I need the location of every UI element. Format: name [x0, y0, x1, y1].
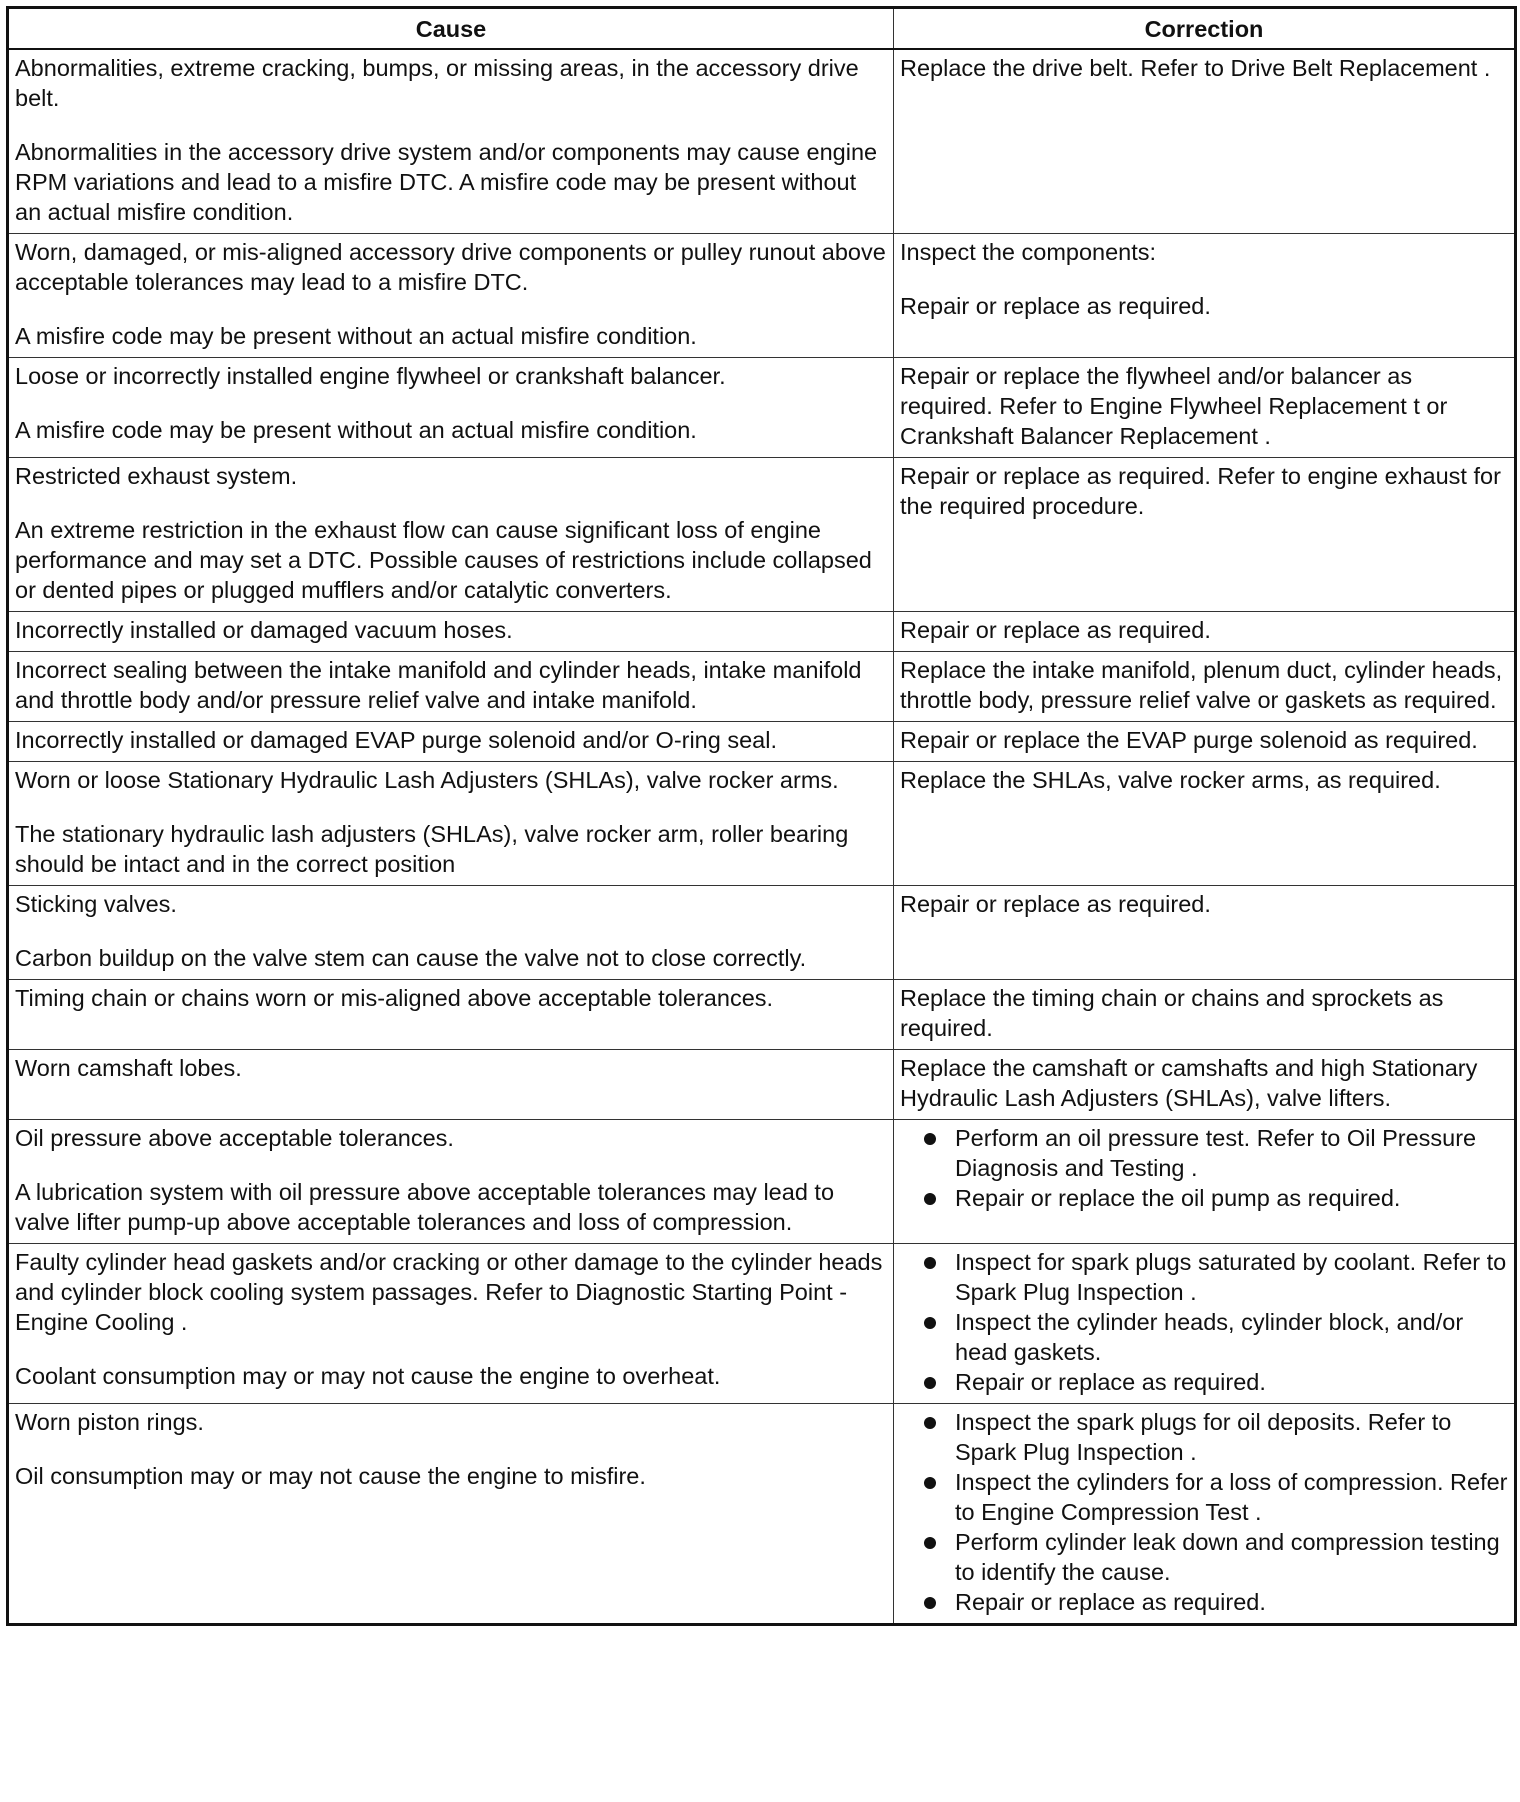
correction-cell — [894, 49, 1516, 234]
table-body — [8, 49, 1516, 1625]
correction-bullet-item — [900, 1123, 1508, 1183]
correction-paragraph: Replace the drive belt. Refer to Drive Belt Replacement . — [900, 55, 1491, 81]
bullet-dot-icon — [924, 1193, 936, 1205]
correction-cell — [894, 1404, 1516, 1625]
correction-cell — [894, 1050, 1516, 1120]
correction-paragraph: Inspect the components: — [900, 239, 1157, 265]
cause-paragraph: Restricted exhaust system. — [15, 463, 298, 489]
correction-paragraph: Replace the timing chain or chains and sprockets as required. — [900, 985, 1444, 1041]
bullet-dot-icon — [924, 1133, 936, 1145]
cause-cell — [8, 980, 894, 1050]
correction-paragraph: Repair or replace as required. — [900, 293, 1211, 319]
cause-paragraph: Loose or incorrectly installed engine flywheel or crankshaft balancer. — [15, 363, 726, 389]
cause-paragraph: The stationary hydraulic lash adjusters (SHLAs), valve rocker arm, roller bearing should be intact and in the correct position — [15, 821, 849, 877]
cause-paragraph: A misfire code may be present without an actual misfire condition. — [15, 417, 697, 443]
cause-cell — [8, 358, 894, 458]
correction-bullet-item — [900, 1587, 1508, 1617]
cause-paragraph: Oil pressure above acceptable tolerances. — [15, 1125, 454, 1151]
cause-paragraph: Worn camshaft lobes. — [15, 1055, 242, 1081]
correction-bullet-item — [900, 1527, 1508, 1587]
correction-cell — [894, 980, 1516, 1050]
cause-cell — [8, 612, 894, 652]
table-row — [8, 49, 1516, 234]
correction-bullet-item — [900, 1467, 1508, 1527]
cause-column-header: Cause — [8, 8, 894, 50]
cause-paragraph: Worn, damaged, or mis-aligned accessory drive components or pulley runout above acceptable tolerances may lead to a misfire DTC. — [15, 239, 886, 295]
correction-cell — [894, 458, 1516, 612]
bullet-dot-icon — [924, 1377, 936, 1389]
table-row — [8, 1404, 1516, 1625]
bullet-dot-icon — [924, 1597, 936, 1609]
correction-cell — [894, 612, 1516, 652]
bullet-text: Inspect the spark plugs for oil deposits. Refer to Spark Plug Inspection . — [955, 1409, 1452, 1465]
cause-cell — [8, 1244, 894, 1404]
cause-paragraph: A lubrication system with oil pressure above acceptable tolerances may lead to valve lifter pump-up above acceptable tolerances and loss of compression. — [15, 1179, 835, 1235]
cause-paragraph: Sticking valves. — [15, 891, 177, 917]
table-row — [8, 234, 1516, 358]
cause-cell — [8, 234, 894, 358]
cause-cell — [8, 1404, 894, 1625]
correction-paragraph: Replace the camshaft or camshafts and high Stationary Hydraulic Lash Adjusters (SHLAs), valve lifters. — [900, 1055, 1478, 1111]
cause-cell — [8, 762, 894, 886]
correction-bullet-item — [900, 1307, 1508, 1367]
table-row — [8, 886, 1516, 980]
correction-cell — [894, 358, 1516, 458]
correction-cell — [894, 762, 1516, 886]
correction-paragraph: Repair or replace as required. — [900, 617, 1211, 643]
table-row — [8, 980, 1516, 1050]
bullet-dot-icon — [924, 1537, 936, 1549]
cause-paragraph: Carbon buildup on the valve stem can cause the valve not to close correctly. — [15, 945, 807, 971]
bullet-dot-icon — [924, 1417, 936, 1429]
correction-bullet-list — [900, 1247, 1508, 1397]
correction-cell — [894, 1244, 1516, 1404]
table-row — [8, 722, 1516, 762]
cause-cell — [8, 652, 894, 722]
cause-paragraph: Faulty cylinder head gaskets and/or cracking or other damage to the cylinder heads and cylinder block cooling system passages. Refer to Diagnostic Starting Point - Engine Cooling . — [15, 1249, 883, 1335]
diagnostic-table — [6, 6, 1517, 1626]
table-row — [8, 358, 1516, 458]
correction-paragraph: Repair or replace the flywheel and/or balancer as required. Refer to Engine Flywheel Replacement t or Crankshaft Balancer Replacement . — [900, 363, 1448, 449]
bullet-text: Inspect the cylinder heads, cylinder block, and/or head gaskets. — [955, 1309, 1464, 1365]
table-row — [8, 1050, 1516, 1120]
correction-bullet-list — [900, 1407, 1508, 1617]
cause-paragraph: A misfire code may be present without an actual misfire condition. — [15, 323, 697, 349]
cause-cell — [8, 1120, 894, 1244]
header-row — [8, 8, 1516, 50]
table-row — [8, 1120, 1516, 1244]
correction-bullet-item — [900, 1183, 1508, 1213]
cause-paragraph: Incorrect sealing between the intake manifold and cylinder heads, intake manifold and throttle body and/or pressure relief valve and intake manifold. — [15, 657, 862, 713]
cause-paragraph: Abnormalities, extreme cracking, bumps, or missing areas, in the accessory drive belt. — [15, 55, 859, 111]
correction-cell — [894, 234, 1516, 358]
bullet-text: Repair or replace as required. — [955, 1369, 1266, 1395]
cause-paragraph: Abnormalities in the accessory drive system and/or components may cause engine RPM variations and lead to a misfire DTC. A misfire code may be present without an actual misfire condition. — [15, 139, 878, 225]
cause-paragraph: Incorrectly installed or damaged EVAP purge solenoid and/or O-ring seal. — [15, 727, 777, 753]
bullet-text: Repair or replace as required. — [955, 1589, 1266, 1615]
correction-paragraph: Repair or replace as required. Refer to engine exhaust for the required procedure. — [900, 463, 1501, 519]
correction-bullet-item — [900, 1367, 1508, 1397]
correction-cell — [894, 722, 1516, 762]
table-row — [8, 1244, 1516, 1404]
cause-paragraph: Worn piston rings. — [15, 1409, 204, 1435]
bullet-text: Perform cylinder leak down and compression testing to identify the cause. — [955, 1529, 1500, 1585]
table-row — [8, 458, 1516, 612]
correction-paragraph: Repair or replace the EVAP purge solenoid as required. — [900, 727, 1478, 753]
table-row — [8, 652, 1516, 722]
cause-paragraph: An extreme restriction in the exhaust flow can cause significant loss of engine performance and may set a DTC. Possible causes of restrictions include collapsed or dented pipes or plugged mufflers and/or catalytic converters. — [15, 517, 872, 603]
correction-bullet-item — [900, 1407, 1508, 1467]
cause-cell — [8, 886, 894, 980]
bullet-text: Perform an oil pressure test. Refer to Oil Pressure Diagnosis and Testing . — [955, 1125, 1477, 1181]
cause-cell — [8, 722, 894, 762]
cause-cell — [8, 49, 894, 234]
bullet-dot-icon — [924, 1257, 936, 1269]
correction-cell — [894, 886, 1516, 980]
correction-bullet-item — [900, 1247, 1508, 1307]
correction-cell — [894, 1120, 1516, 1244]
table-row — [8, 612, 1516, 652]
cause-paragraph: Worn or loose Stationary Hydraulic Lash Adjusters (SHLAs), valve rocker arms. — [15, 767, 839, 793]
correction-paragraph: Replace the intake manifold, plenum duct, cylinder heads, throttle body, pressure relief valve or gaskets as required. — [900, 657, 1503, 713]
cause-paragraph: Coolant consumption may or may not cause the engine to overheat. — [15, 1363, 721, 1389]
correction-column-header: Correction — [894, 8, 1516, 50]
correction-cell — [894, 652, 1516, 722]
cause-paragraph: Incorrectly installed or damaged vacuum hoses. — [15, 617, 513, 643]
bullet-text: Inspect the cylinders for a loss of compression. Refer to Engine Compression Test . — [955, 1469, 1508, 1525]
bullet-text: Inspect for spark plugs saturated by coolant. Refer to Spark Plug Inspection . — [955, 1249, 1507, 1305]
cause-cell — [8, 458, 894, 612]
correction-bullet-list — [900, 1123, 1508, 1213]
table-row — [8, 762, 1516, 886]
bullet-dot-icon — [924, 1317, 936, 1329]
correction-paragraph: Replace the SHLAs, valve rocker arms, as required. — [900, 767, 1441, 793]
correction-paragraph: Repair or replace as required. — [900, 891, 1211, 917]
bullet-text: Repair or replace the oil pump as required. — [955, 1185, 1401, 1211]
cause-paragraph: Oil consumption may or may not cause the engine to misfire. — [15, 1463, 646, 1489]
bullet-dot-icon — [924, 1477, 936, 1489]
cause-cell — [8, 1050, 894, 1120]
cause-paragraph: Timing chain or chains worn or mis-aligned above acceptable tolerances. — [15, 985, 774, 1011]
